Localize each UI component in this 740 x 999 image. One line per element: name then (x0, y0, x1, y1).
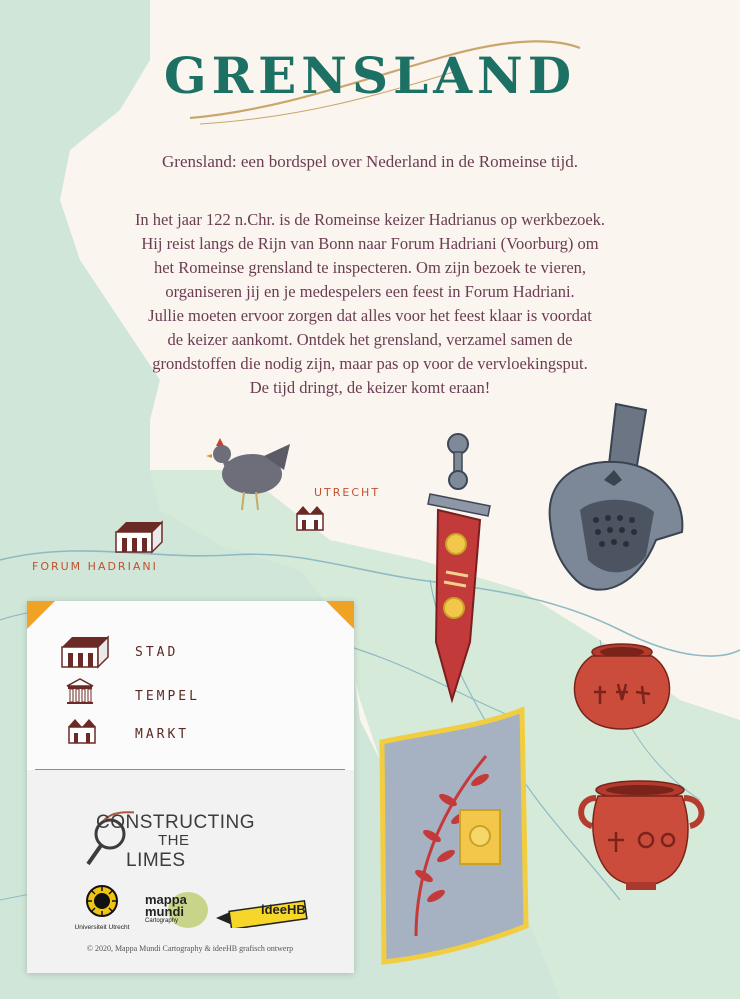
shield-icon (376, 706, 536, 968)
map-label-utrecht: UTRECHT (314, 486, 381, 499)
intro-line: de keizer aankomt. Ontdek het grensland, verzamel samen de (167, 330, 573, 349)
forum-hadriani-city-icon (112, 518, 166, 556)
intro-line: In het jaar 122 n.Chr. is de Romeinse keizer Hadrianus op werkbezoek. (134, 210, 606, 229)
cartography-text: Cartography (145, 918, 179, 924)
intro-line: het Romeinse grensland te inspecteren. Om zijn bezoek te vieren, (153, 258, 587, 277)
intro-line: Jullie moeten ervoor zorgen dat alles voor het feest klaar is voordat (148, 306, 592, 325)
sun-seal-icon (85, 884, 119, 918)
market-icon (65, 715, 99, 745)
legend-item-markt (57, 715, 337, 755)
copyright-text: © 2020, Mappa Mundi Cartography & ideeHB grafisch ontwerp (86, 944, 294, 953)
mappa-mundi-logo (140, 890, 210, 930)
intro-line: organiseren jij en je medespelers een feest in Forum Hadriani. (165, 282, 575, 301)
intro-text (40, 208, 700, 400)
corner-tab-right (326, 601, 354, 629)
constructing-the-limes-logo (66, 806, 306, 872)
chicken-icon (204, 426, 294, 516)
legend-label-stad: STAD (135, 645, 179, 660)
legend-item-tempel (57, 677, 337, 717)
legend-item-stad (57, 633, 337, 673)
logo-text-constructing: CONSTRUCTING (96, 812, 256, 833)
logo-text-limes: LIMES (126, 850, 186, 871)
logo-text-the: THE (158, 832, 190, 849)
map-label-forum-hadriani: FORUM HADRIANI (32, 560, 158, 573)
corner-tab-left (27, 601, 55, 629)
temple-icon (65, 677, 95, 705)
utrecht-market-icon (294, 502, 326, 532)
city-icon (57, 633, 113, 671)
mundi-text: mundi (145, 904, 184, 919)
utrecht-university-logo (62, 884, 142, 931)
uu-name: Universiteit Utrecht (74, 924, 130, 931)
dagger-icon (418, 432, 504, 704)
intro-line: grondstoffen die nodig zijn, maar pas op voor de vervloekingsput. (152, 354, 588, 373)
intro-line: De tijd dringt, de keizer komt eraan! (249, 378, 491, 397)
subtitle: Grensland: een bordspel over Nederland in de Romeinse tijd. (162, 152, 578, 171)
ideehb-logo (214, 894, 314, 930)
mappa-text: mappa (145, 892, 187, 907)
legend-label-markt: MARKT (135, 727, 190, 742)
legend-label-tempel: TEMPEL (135, 689, 200, 704)
helmet-icon (536, 400, 692, 600)
ideehb-text: ideeHB (261, 902, 306, 917)
two-handled-pot-icon (572, 778, 712, 896)
page-title: GRENSLAND (163, 46, 577, 105)
decorated-pot-icon (566, 640, 678, 732)
intro-line: Hij reist langs de Rijn van Bonn naar Forum Hadriani (Voorburg) om (141, 234, 599, 253)
